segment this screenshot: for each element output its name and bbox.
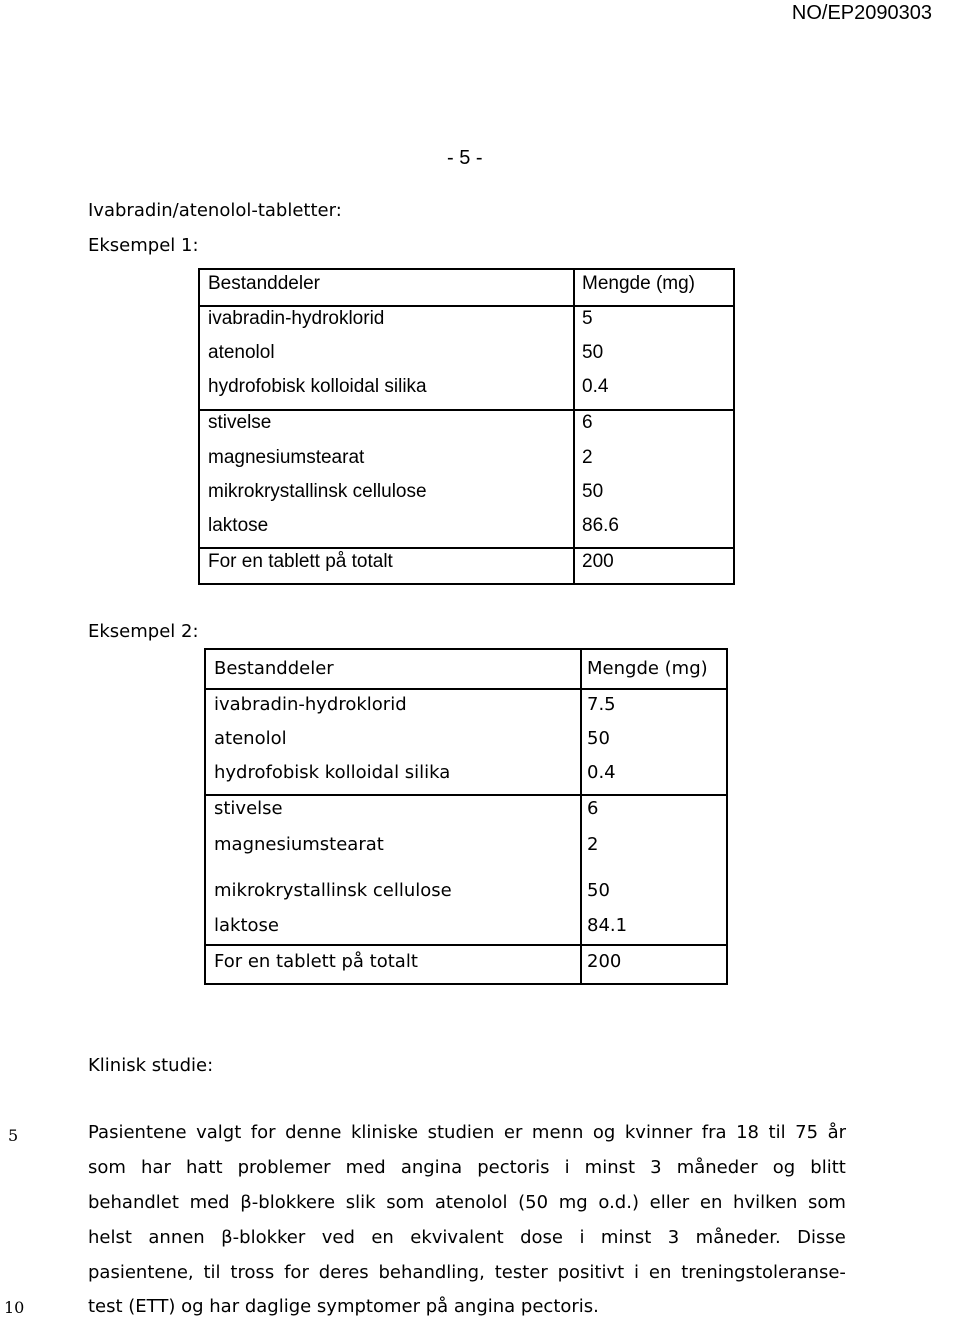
table-row-ingredient: laktose: [208, 515, 269, 536]
table-row-amount: 0.4: [582, 376, 609, 397]
word: ekvivalent: [410, 1227, 504, 1248]
word: måneder.: [695, 1227, 781, 1248]
word: som: [808, 1192, 846, 1213]
paragraph-line: [88, 1157, 846, 1183]
word: en: [371, 1227, 394, 1248]
word: år: [827, 1122, 846, 1143]
word: behandlet: [88, 1192, 179, 1213]
word: treningstoleranse-: [681, 1262, 846, 1283]
document-id: NO/EP2090303: [791, 2, 932, 24]
example-2-title: Eksempel 2:: [88, 621, 199, 642]
paragraph-line: [88, 1122, 846, 1148]
word: β-blokker: [221, 1227, 306, 1248]
word: behandling,: [378, 1262, 485, 1283]
example-2-table: [204, 648, 728, 985]
word: hvilken: [733, 1192, 798, 1213]
table-row-amount: 84.1: [587, 915, 628, 936]
word: eller: [649, 1192, 690, 1213]
section-title: Ivabradin/atenolol-tabletter:: [88, 200, 342, 221]
word: kliniske: [351, 1122, 419, 1143]
word: til: [768, 1122, 786, 1143]
word: Disse: [797, 1227, 846, 1248]
word: kvinner: [624, 1122, 693, 1143]
table-row-amount: 50: [587, 880, 610, 901]
paragraph-line: [88, 1227, 846, 1253]
word: annen: [148, 1227, 205, 1248]
table-row-ingredient: magnesiumstearat: [214, 834, 384, 855]
table-row-ingredient: hydrofobisk kolloidal silika: [208, 376, 427, 397]
word: med: [189, 1192, 230, 1213]
word: helst: [88, 1227, 132, 1248]
table-row-amount: 2: [582, 447, 593, 468]
table-row-amount: 2: [587, 834, 599, 855]
table-row-ingredient: stivelse: [214, 798, 283, 819]
word: ved: [321, 1227, 355, 1248]
table-row-amount: 7.5: [587, 694, 616, 715]
word: 75: [795, 1122, 819, 1143]
word: valgt: [196, 1122, 242, 1143]
word: minst: [584, 1157, 636, 1178]
word: og: [772, 1157, 796, 1178]
table-row-ingredient: atenolol: [208, 342, 275, 363]
table-row-ingredient: magnesiumstearat: [208, 447, 365, 468]
word: 18: [736, 1122, 759, 1143]
word: til: [203, 1262, 221, 1283]
paragraph-line: test (ETT) og har daglige symptomer på angina pectoris.: [88, 1296, 599, 1317]
word: i: [634, 1262, 640, 1283]
table-row-amount: 0.4: [587, 762, 616, 783]
word: angina: [400, 1157, 463, 1178]
word: 3: [650, 1157, 662, 1178]
word: i: [579, 1227, 585, 1248]
word: mg: [558, 1192, 588, 1213]
table-row-amount: 50: [582, 481, 604, 502]
word: for: [250, 1122, 276, 1143]
word: positivt: [557, 1262, 625, 1283]
table-row-ingredient: mikrokrystallinsk cellulose: [214, 880, 452, 901]
word: for: [284, 1262, 309, 1283]
word: atenolol: [434, 1192, 508, 1213]
table-row-amount: 86.6: [582, 515, 619, 536]
word: pasientene,: [88, 1262, 194, 1283]
word: er: [503, 1122, 523, 1143]
table-row-ingredient: atenolol: [214, 728, 287, 749]
word: Pasientene: [88, 1122, 187, 1143]
table-total-amount: 200: [582, 551, 614, 572]
word: som: [88, 1157, 126, 1178]
table-row-amount: 6: [582, 412, 593, 433]
word: blitt: [810, 1157, 846, 1178]
word: o.d.): [598, 1192, 639, 1213]
table-total-amount: 200: [587, 951, 622, 972]
word: en: [699, 1192, 723, 1213]
word: 3: [667, 1227, 680, 1248]
page-number: - 5 -: [447, 147, 483, 169]
word: (50: [518, 1192, 549, 1213]
word: problemer: [237, 1157, 331, 1178]
table-row-ingredient: ivabradin-hydroklorid: [208, 308, 385, 329]
word: β-blokkere: [240, 1192, 336, 1213]
word: og: [592, 1122, 616, 1143]
word: menn: [531, 1122, 584, 1143]
word: i: [564, 1157, 570, 1178]
word: dose: [520, 1227, 563, 1248]
word: slik: [345, 1192, 376, 1213]
example-1-table: [198, 268, 735, 585]
table-row-amount: 5: [582, 308, 593, 329]
word: tester: [494, 1262, 548, 1283]
word: studien: [427, 1122, 495, 1143]
line-number: 10: [4, 1298, 25, 1317]
word: deres: [318, 1262, 369, 1283]
word: hatt: [185, 1157, 223, 1178]
word: pectoris: [477, 1157, 550, 1178]
word: denne: [285, 1122, 342, 1143]
word: fra: [701, 1122, 727, 1143]
word: har: [141, 1157, 171, 1178]
table-header-ingredient: Bestanddeler: [208, 273, 320, 294]
table-header-ingredient: Bestanddeler: [214, 658, 334, 679]
word: som: [386, 1192, 425, 1213]
table-row-ingredient: mikrokrystallinsk cellulose: [208, 481, 427, 502]
example-1-title: Eksempel 1:: [88, 235, 199, 256]
clinical-study-title: Klinisk studie:: [88, 1055, 214, 1076]
word: med: [345, 1157, 386, 1178]
table-row-ingredient: hydrofobisk kolloidal silika: [214, 762, 451, 783]
table-row-ingredient: laktose: [214, 915, 279, 936]
paragraph-line: [88, 1262, 846, 1288]
word: tross: [230, 1262, 275, 1283]
table-row-amount: 6: [587, 798, 599, 819]
table-total-label: For en tablett på totalt: [208, 551, 393, 572]
table-row-ingredient: ivabradin-hydroklorid: [214, 694, 407, 715]
line-number: 5: [8, 1126, 19, 1145]
table-total-label: For en tablett på totalt: [214, 951, 418, 972]
table-row-amount: 50: [587, 728, 610, 749]
word: en: [648, 1262, 672, 1283]
table-row-ingredient: stivelse: [208, 412, 272, 433]
paragraph-line: [88, 1192, 846, 1218]
table-header-amount: Mengde (mg): [587, 658, 708, 679]
table-row-amount: 50: [582, 342, 604, 363]
word: minst: [600, 1227, 652, 1248]
word: måneder: [676, 1157, 758, 1178]
table-header-amount: Mengde (mg): [582, 273, 695, 294]
